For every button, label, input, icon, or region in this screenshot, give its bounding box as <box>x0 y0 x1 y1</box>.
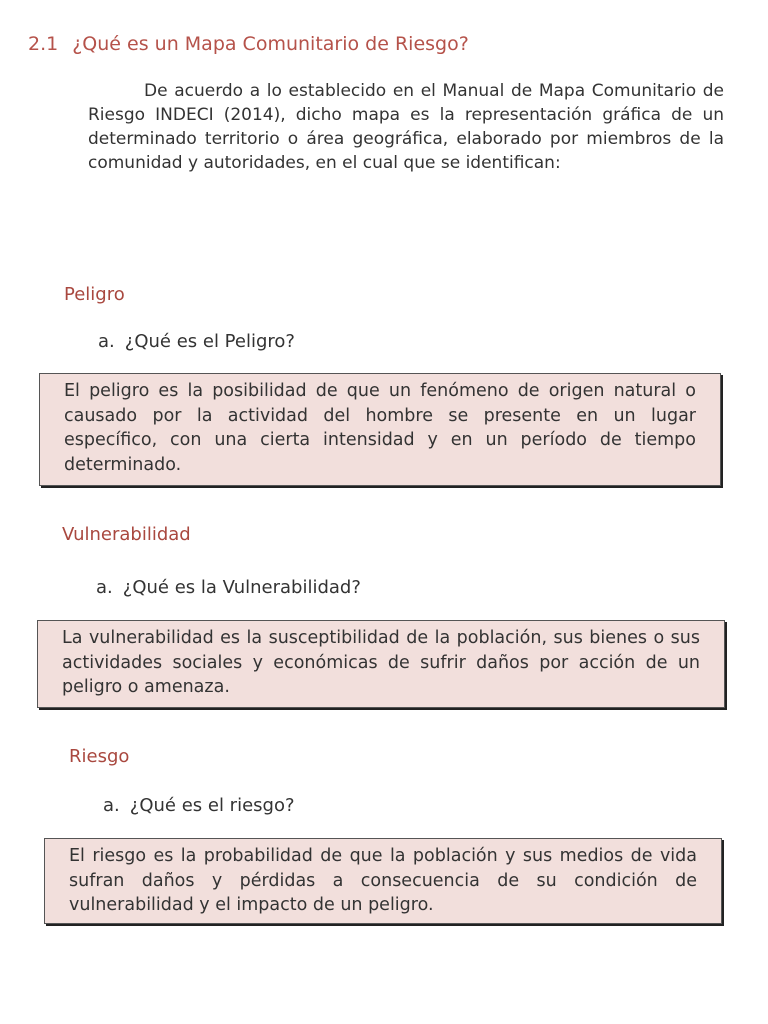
definition-text: La vulnerabilidad es la susceptibilidad de la población, sus bienes o sus actividades sociales y económicas de sufrir daños por acción de un peligro o amenaza. <box>62 628 700 697</box>
topic-question-riesgo <box>103 795 295 816</box>
definition-text: El peligro es la posibilidad de que un fenómeno de origen natural o causado por la actividad del hombre se presente en un lugar específico, con una cierta intensidad y en un período de tiempo determinado. <box>64 381 696 475</box>
definition-box-riesgo <box>44 838 722 924</box>
definition-box-peligro <box>39 373 721 486</box>
question-marker: a. <box>103 795 120 816</box>
question-marker: a. <box>98 331 115 352</box>
question-text: ¿Qué es el riesgo? <box>129 795 295 816</box>
section-heading <box>28 33 469 55</box>
section-number: 2.1 <box>28 33 59 55</box>
question-text: ¿Qué es la Vulnerabilidad? <box>122 577 361 598</box>
topic-question-vulnerabilidad <box>96 577 361 598</box>
definition-box-vulnerabilidad <box>37 620 725 708</box>
definition-text: El riesgo es la probabilidad de que la población y sus medios de vida sufran daños y pérdidas a consecuencia de su condición de vulnerabilidad y el impacto de un peligro. <box>69 846 697 915</box>
topic-question-peligro <box>98 331 295 352</box>
intro-paragraph: De acuerdo a lo establecido en el Manual de Mapa Comunitario de Riesgo INDECI (2014), dicho mapa es la representación gráfica de un determinado territorio o área geográfica, elaborado por miembros de la comunidad y autoridades, en el cual que se identifican: <box>88 81 724 173</box>
question-text: ¿Qué es el Peligro? <box>124 331 295 352</box>
topic-heading-riesgo: Riesgo <box>69 746 130 767</box>
topic-heading-vulnerabilidad: Vulnerabilidad <box>62 524 191 545</box>
question-marker: a. <box>96 577 113 598</box>
section-title: ¿Qué es un Mapa Comunitario de Riesgo? <box>72 33 469 55</box>
topic-heading-peligro: Peligro <box>64 284 125 305</box>
